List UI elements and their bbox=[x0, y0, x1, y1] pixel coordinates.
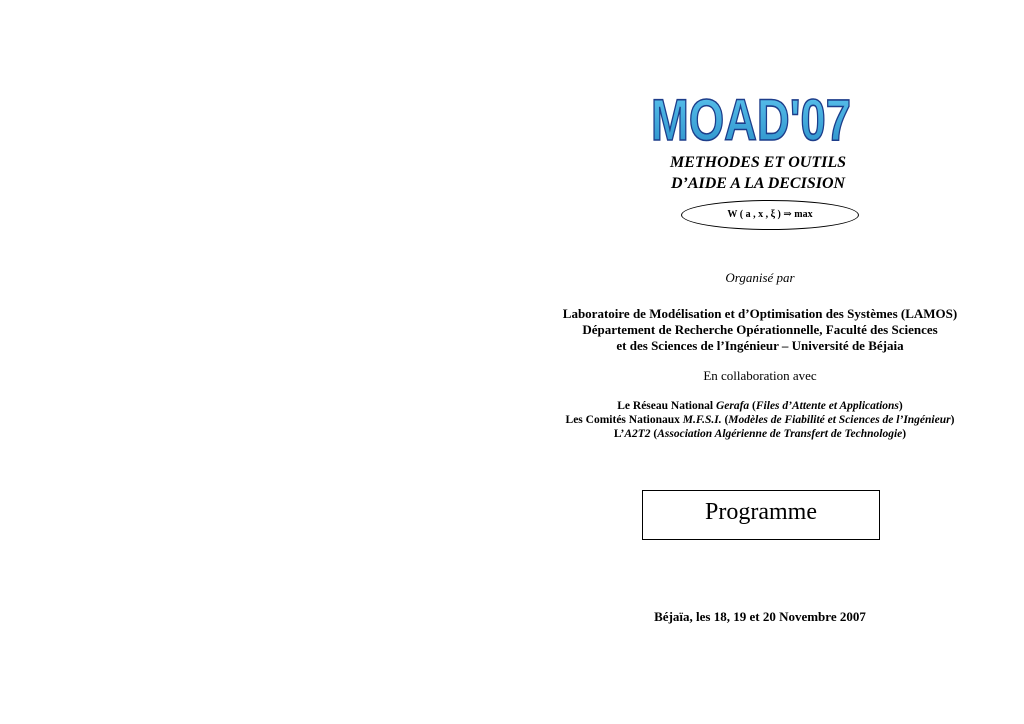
network-detail: Association Algérienne de Transfert de Technologie bbox=[657, 428, 903, 440]
network-prefix: Le Réseau National bbox=[617, 400, 716, 412]
organise-par-label: Organisé par bbox=[725, 270, 795, 285]
network-name: M.F.S.I. bbox=[682, 414, 722, 426]
collaboration-label: En collaboration avec bbox=[703, 368, 817, 383]
logo-text: MOAD'07 bbox=[651, 88, 851, 153]
conference-subtitle-line1: METHODES ET OUTILS bbox=[669, 154, 847, 171]
event-date: Béjaïa, les 18, 19 et 20 Novembre 2007 bbox=[654, 609, 866, 624]
paren-open: ( bbox=[721, 414, 729, 426]
organizer-line-1: Laboratoire de Modélisation et d’Optimisation des Systèmes (LAMOS) bbox=[562, 306, 958, 321]
paren-close: ) bbox=[898, 400, 903, 412]
formula-text: W ( a , x , ξ ) ⇒ max bbox=[727, 209, 813, 220]
paren-close: ) bbox=[950, 414, 955, 426]
conference-subtitle-line2: D’AIDE A LA DECISION bbox=[670, 175, 846, 192]
network-detail: Files d’Attente et Applications bbox=[755, 400, 899, 412]
organizer-line-2: Département de Recherche Opérationnelle, Faculté des Sciences bbox=[582, 322, 938, 337]
network-line-2 bbox=[520, 413, 1000, 428]
programme-title: Programme bbox=[705, 499, 817, 525]
paren-open: ( bbox=[650, 428, 658, 440]
network-prefix: Les Comités Nationaux bbox=[565, 414, 683, 426]
paren-open: ( bbox=[749, 400, 756, 412]
network-name: Gerafa bbox=[715, 400, 750, 412]
paren-close: ) bbox=[902, 428, 907, 440]
network-prefix: L’ bbox=[613, 428, 625, 440]
moad07-logo bbox=[648, 82, 854, 153]
network-line-3 bbox=[520, 427, 1000, 442]
network-line-1 bbox=[520, 399, 1000, 414]
organizer-line-3: et des Sciences de l’Ingénieur – Université de Béjaia bbox=[616, 338, 904, 353]
network-detail: Modèles de Fiabilité et Sciences de l’Ingénieur bbox=[728, 414, 951, 426]
network-name: A2T2 bbox=[624, 428, 651, 440]
